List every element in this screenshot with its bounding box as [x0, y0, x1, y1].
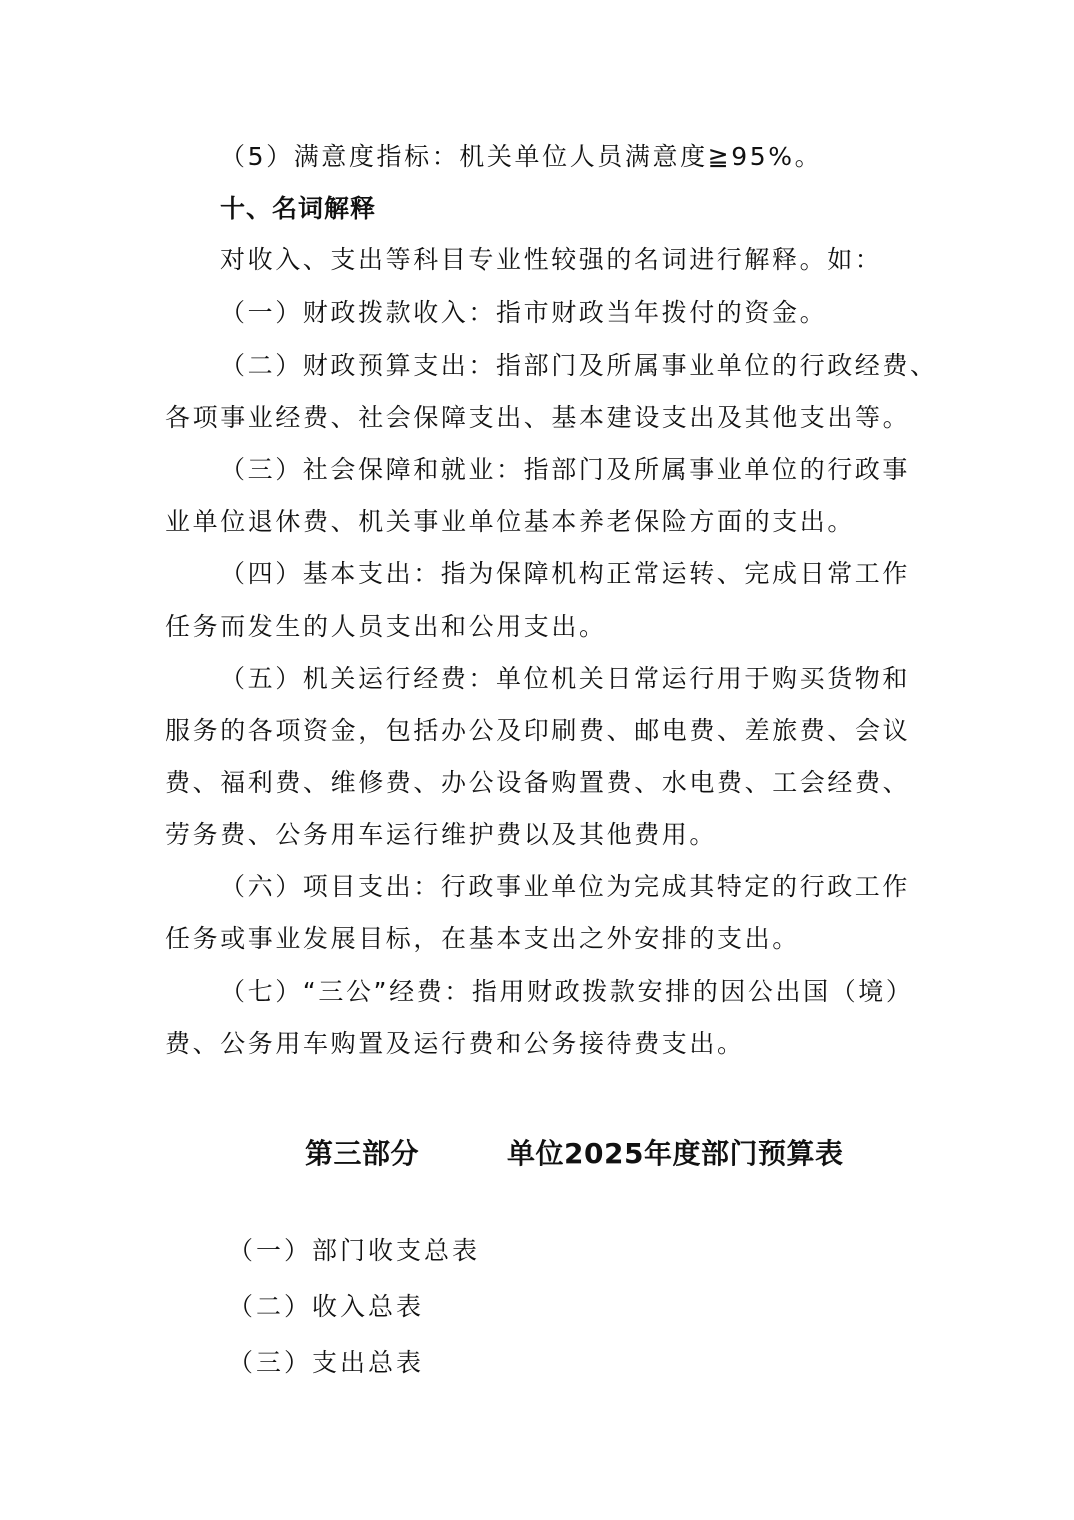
term-basic-expenditure-line-1: （四）基本支出：指为保障机构正常运转、完成日常工作 [220, 559, 911, 588]
section-title: 十、名词解释 [220, 194, 377, 223]
term-project-expenditure-line-1: （六）项目支出：行政事业单位为完成其特定的行政工作 [220, 872, 911, 901]
term-operating-expenses-line-3: 费、福利费、维修费、办公设备购置费、水电费、工会经费、 [165, 768, 911, 797]
part-title: 单位2025年度部门预算表 [507, 1137, 844, 1170]
satisfaction-indicator: （5）满意度指标：机关单位人员满意度≧95%。 [220, 142, 823, 171]
table-list-item: （二）收入总表 [228, 1292, 425, 1321]
term-basic-expenditure-line-2: 任务而发生的人员支出和公用支出。 [165, 612, 607, 641]
intro-paragraph: 对收入、支出等科目专业性较强的名词进行解释。如： [220, 245, 883, 274]
term-fiscal-appropriation-income: （一）财政拨款收入：指市财政当年拨付的资金。 [220, 298, 828, 327]
table-list-item: （一）部门收支总表 [228, 1236, 481, 1265]
table-list-item: （三）支出总表 [228, 1348, 425, 1377]
term-operating-expenses-line-1: （五）机关运行经费：单位机关日常运行用于购买货物和 [220, 664, 911, 693]
term-operating-expenses-line-2: 服务的各项资金，包括办公及印刷费、邮电费、差旅费、会议 [165, 716, 911, 745]
term-three-public-expenses-line-2: 费、公务用车购置及运行费和公务接待费支出。 [165, 1029, 745, 1058]
part-label: 第三部分 [305, 1137, 420, 1170]
term-social-security-line-2: 业单位退休费、机关事业单位基本养老保险方面的支出。 [165, 507, 856, 536]
term-fiscal-budget-expenditure-line-2: 各项事业经费、社会保障支出、基本建设支出及其他支出等。 [165, 403, 911, 432]
part-heading [305, 1132, 843, 1172]
term-project-expenditure-line-2: 任务或事业发展目标，在基本支出之外安排的支出。 [165, 924, 800, 953]
term-three-public-expenses-line-1: （七）“三公”经费：指用财政拨款安排的因公出国（境） [220, 977, 914, 1006]
term-fiscal-budget-expenditure-line-1: （二）财政预算支出：指部门及所属事业单位的行政经费、 [220, 351, 938, 380]
term-social-security-line-1: （三）社会保障和就业：指部门及所属事业单位的行政事 [220, 455, 911, 484]
term-operating-expenses-line-4: 劳务费、公务用车运行维护费以及其他费用。 [165, 820, 718, 849]
